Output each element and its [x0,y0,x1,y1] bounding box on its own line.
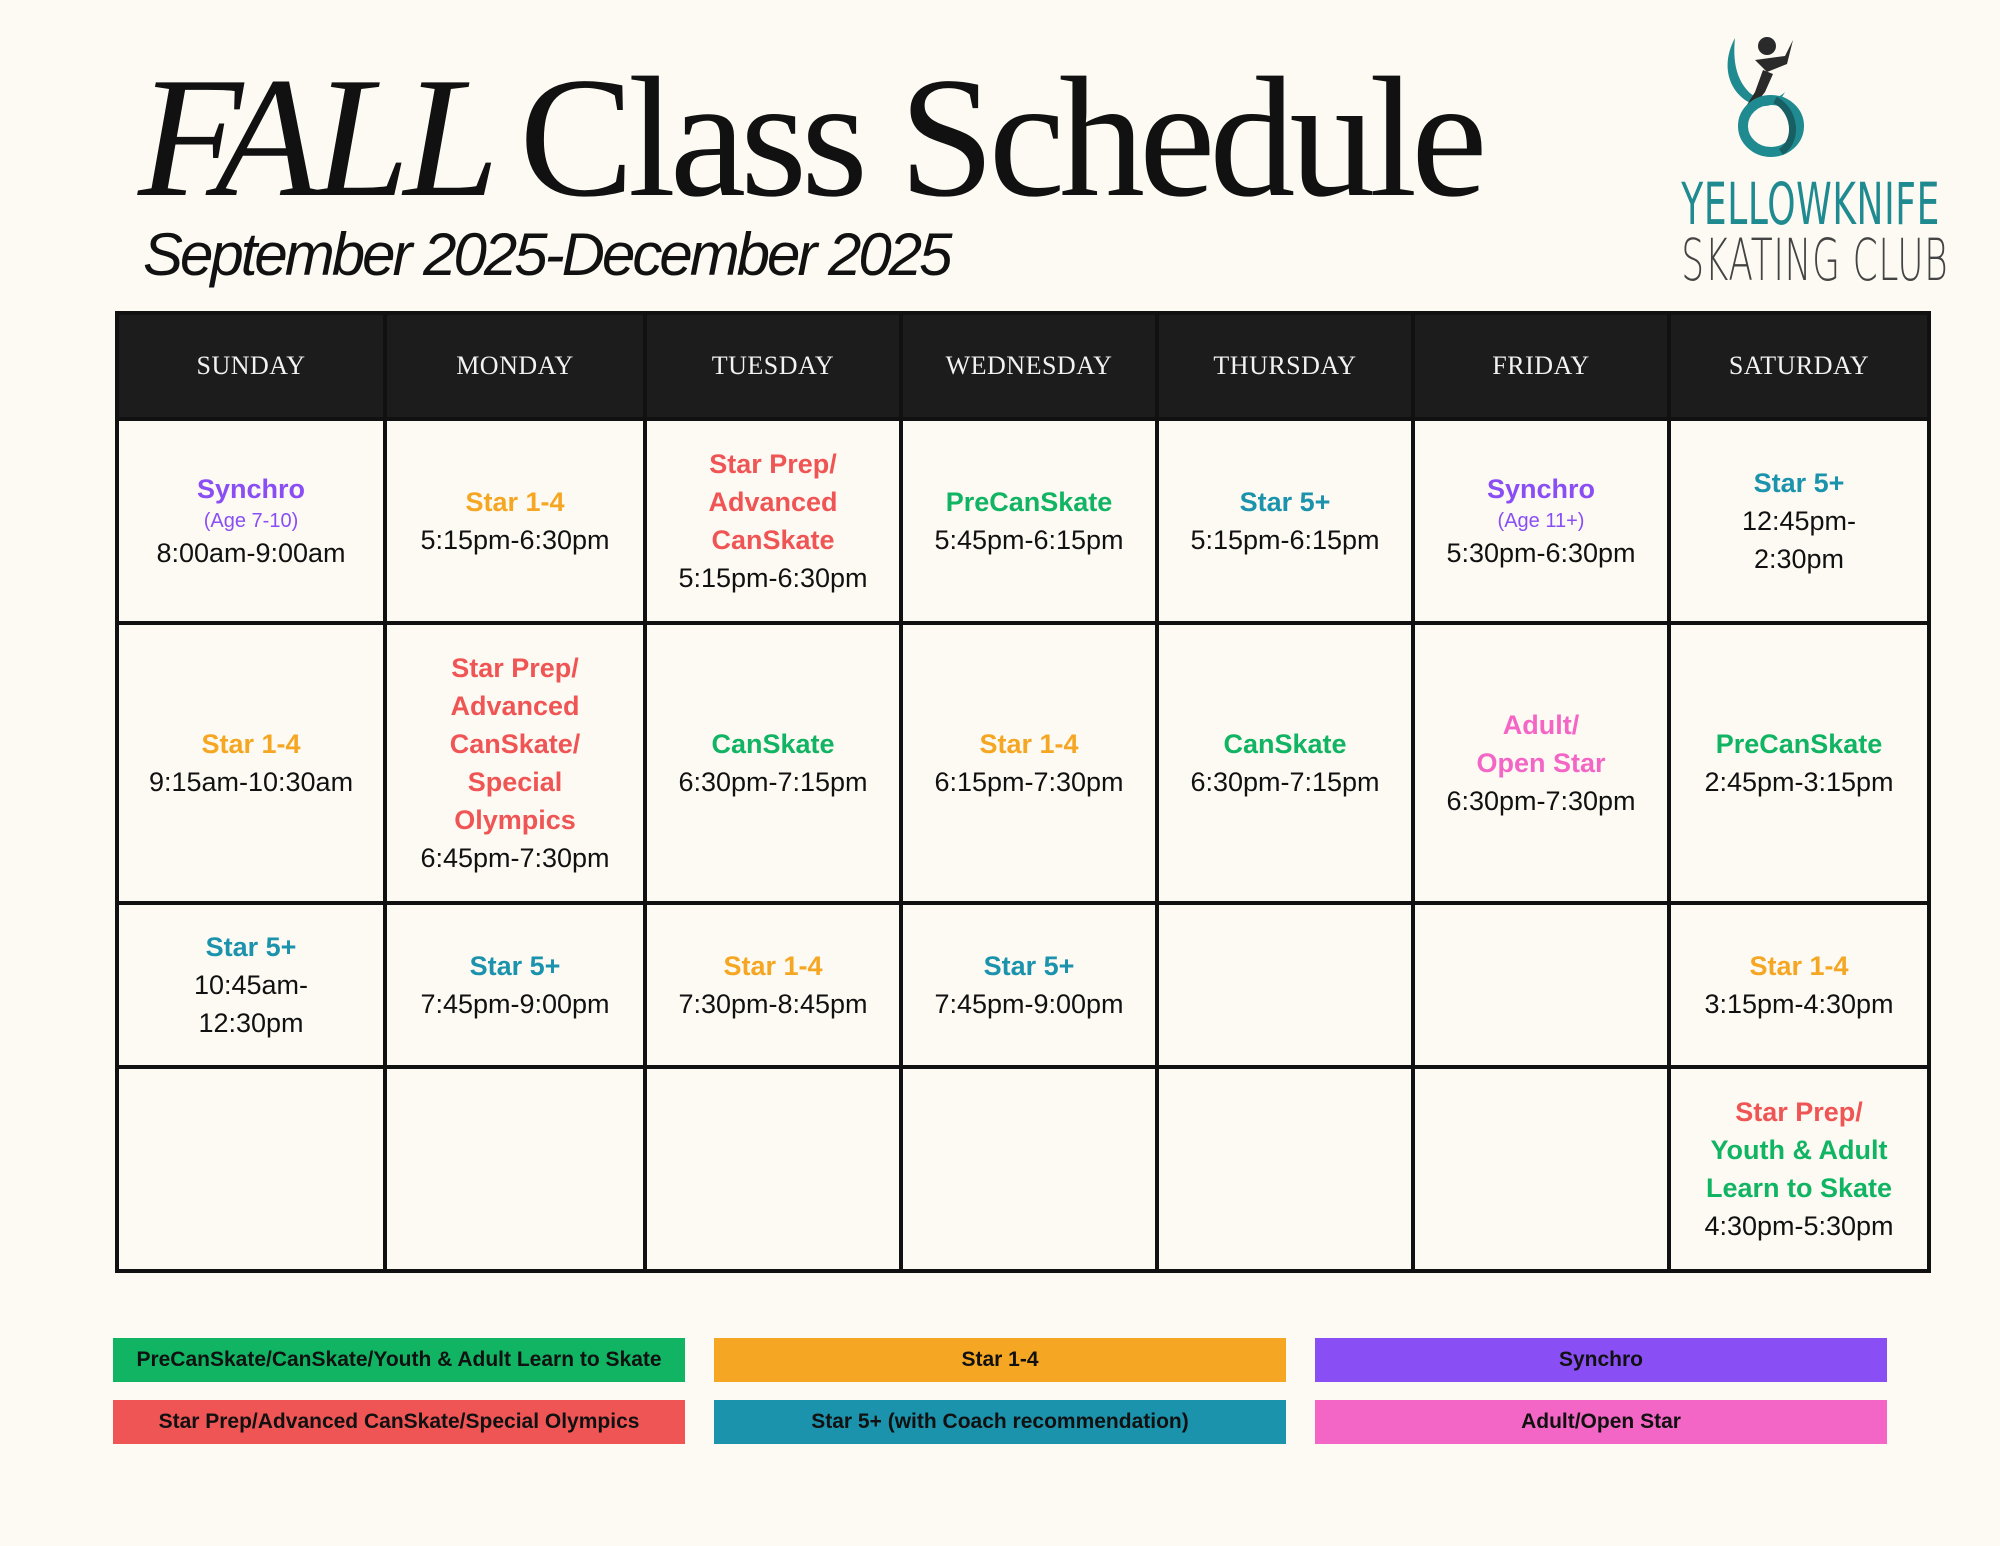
class-name: Star 5+ [983,951,1075,981]
class-name: Adult/ [1502,710,1580,740]
class-time: 7:30pm-8:45pm [678,989,868,1019]
class-name: CanSkate [711,525,835,555]
class-name: Synchro [1486,474,1596,504]
class-cell [645,419,901,623]
class-cell [645,903,901,1067]
day-header: FRIDAY [1413,313,1669,419]
class-cell [901,623,1157,903]
class-cell [901,903,1157,1067]
class-time: 4:30pm-5:30pm [1704,1211,1894,1241]
class-time: 5:15pm-6:30pm [420,525,610,555]
class-cell [385,623,645,903]
class-time: 5:45pm-6:15pm [934,525,1124,555]
class-name: CanSkate/ [449,729,581,759]
legend-item: Adult/Open Star [1315,1400,1887,1444]
class-name: Star 1-4 [1749,951,1849,981]
class-cell [1413,623,1669,903]
empty-cell [1157,903,1413,1067]
empty-cell [1413,1067,1669,1271]
day-header: THURSDAY [1157,313,1413,419]
class-name: Star Prep/ [451,653,579,683]
empty-cell [117,1067,385,1271]
class-cell [1669,1067,1929,1271]
class-time: 5:15pm-6:15pm [1190,525,1380,555]
empty-cell [1413,903,1669,1067]
schedule-row [117,419,1929,623]
schedule-row [117,623,1929,903]
class-name: Star 5+ [469,951,561,981]
schedule-row [117,1067,1929,1271]
legend-item: Star 1-4 [714,1338,1286,1382]
empty-cell [645,1067,901,1271]
class-cell [901,419,1157,623]
empty-cell [901,1067,1157,1271]
class-time: 6:45pm-7:30pm [420,843,610,873]
age-note: (Age 11+) [1497,510,1585,532]
schedule-table [115,311,1931,1273]
skater-icon [1715,30,1815,165]
class-cell [1413,419,1669,623]
class-cell [117,419,385,623]
class-name: CanSkate [711,729,835,759]
class-name: PreCanSkate [1715,729,1883,759]
logo-line-1: YELLOWKNIFE [1681,170,1940,238]
class-time: 6:30pm-7:30pm [1446,786,1636,816]
class-cell [117,903,385,1067]
schedule-row [117,903,1929,1067]
class-time: 2:45pm-3:15pm [1704,767,1894,797]
empty-cell [1157,1067,1413,1271]
age-note: (Age 7-10) [203,510,299,532]
class-time: 5:30pm-6:30pm [1446,538,1636,568]
class-time: 12:45pm- 2:30pm [1741,506,1857,574]
class-time: 6:30pm-7:15pm [1190,767,1380,797]
day-header: MONDAY [385,313,645,419]
class-cell [1157,623,1413,903]
class-time: 8:00am-9:00am [156,538,346,568]
class-time: 6:30pm-7:15pm [678,767,868,797]
class-cell [385,903,645,1067]
color-legend [113,1338,1887,1448]
class-cell [645,623,901,903]
class-cell [1669,903,1929,1067]
class-name: Star 5+ [1753,468,1845,498]
day-header: SATURDAY [1669,313,1929,419]
class-name: Star 1-4 [201,729,301,759]
class-cell [117,623,385,903]
day-header: WEDNESDAY [901,313,1157,419]
class-name: Star 1-4 [979,729,1079,759]
day-header: SUNDAY [117,313,385,419]
class-name: Advanced [708,487,838,517]
club-logo [1630,30,1949,294]
class-time: 9:15am-10:30am [148,767,354,797]
class-name: Star Prep/ [1735,1097,1863,1127]
class-name: CanSkate [1223,729,1347,759]
class-name: Youth & Adult [1710,1135,1888,1165]
legend-item: Star 5+ (with Coach recommendation) [714,1400,1286,1444]
title-rest: Class Schedule [519,43,1482,233]
class-time: 10:45am- 12:30pm [193,970,309,1038]
class-time: 5:15pm-6:30pm [678,563,868,593]
class-cell [385,419,645,623]
legend-item: Star Prep/Advanced CanSkate/Special Olympics [113,1400,685,1444]
page-title [138,43,1482,233]
class-cell [1669,623,1929,903]
empty-cell [385,1067,645,1271]
class-name: Star 5+ [1239,487,1331,517]
date-range-subtitle: September 2025-December 2025 [143,221,950,288]
class-name: Open Star [1476,748,1606,778]
class-name: Star 1-4 [723,951,823,981]
class-name: Star 5+ [205,932,297,962]
class-time: 7:45pm-9:00pm [420,989,610,1019]
class-time: 3:15pm-4:30pm [1704,989,1894,1019]
day-header-row [117,313,1929,419]
legend-item: Synchro [1315,1338,1887,1382]
class-name: Advanced [450,691,580,721]
class-time: 7:45pm-9:00pm [934,989,1124,1019]
class-cell [1157,419,1413,623]
title-fall: FALL [138,43,494,233]
legend-item: PreCanSkate/CanSkate/Youth & Adult Learn to Skate [113,1338,685,1382]
class-name: Star Prep/ [709,449,837,479]
class-name: Star 1-4 [465,487,565,517]
logo-line-2: SKATING CLUB [1681,226,1949,294]
day-header: TUESDAY [645,313,901,419]
class-name: Learn to Skate [1705,1173,1893,1203]
class-name: PreCanSkate [945,487,1113,517]
class-name: Synchro [196,474,306,504]
class-cell [1669,419,1929,623]
class-name: Special [467,767,563,797]
class-name: Olympics [454,805,576,835]
class-time: 6:15pm-7:30pm [934,767,1124,797]
